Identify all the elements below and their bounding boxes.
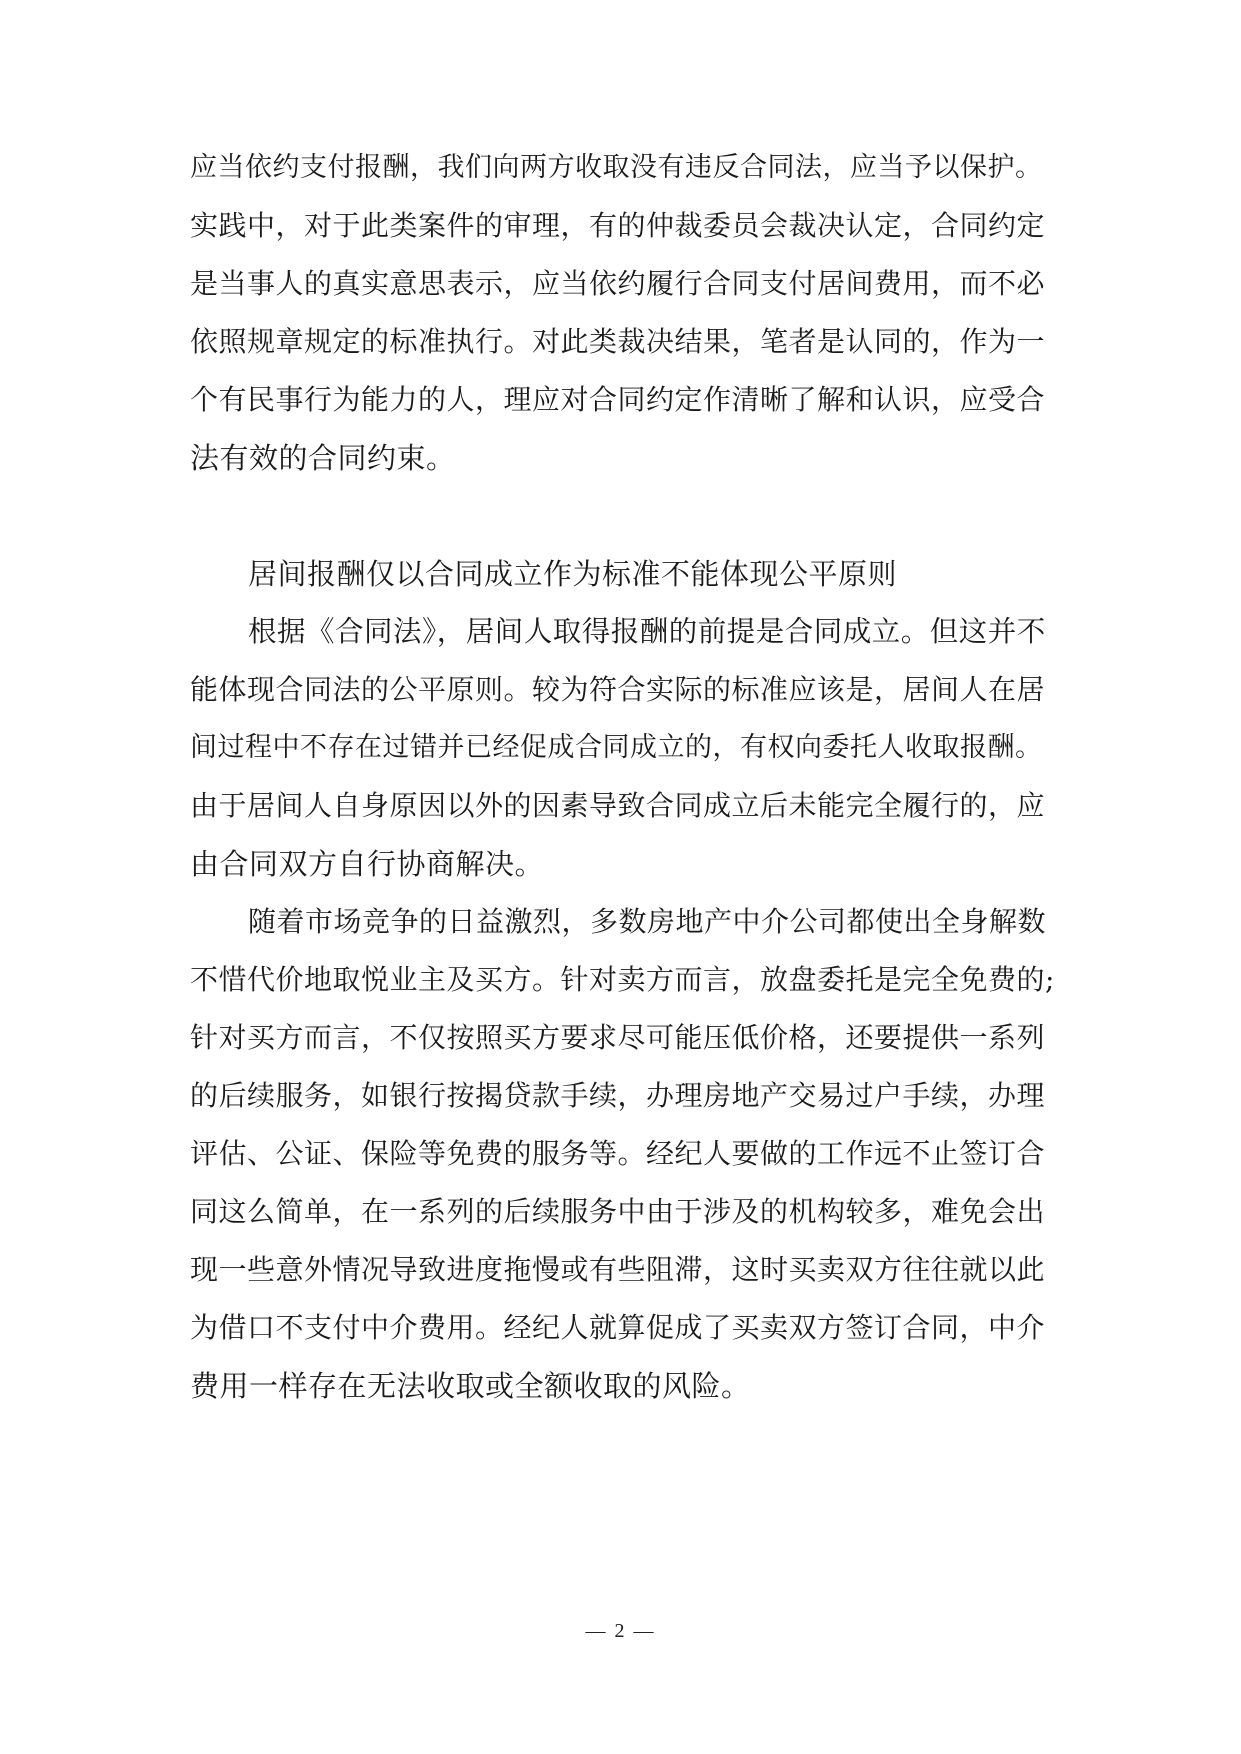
paragraph-1-line-4: 依照规章规定的标准执行。对此类裁决结果，笔者是认同的，作为一 (190, 325, 1046, 358)
paragraph-2-line-4: 由于居间人自身原因以外的因素导致合同成立后未能完全履行的，应 (190, 789, 1046, 822)
paragraph-3-line-8: 为借口不支付中介费用。经纪人就算促成了买卖双方签订合同，中介 (190, 1311, 1046, 1344)
paragraph-2-line-2: 能体现合同法的公平原则。较为符合实际的标准应该是，居间人在居 (190, 673, 1046, 706)
paragraph-2-line-1: 根据《合同法》，居间人取得报酬的前提是合同成立。但这并不 (248, 615, 1046, 648)
paragraph-3-line-7: 现一些意外情况导致进度拖慢或有些阻滞，这时买卖双方往往就以此 (190, 1253, 1046, 1286)
paragraph-1-line-1: 应当依约支付报酬，我们向两方收取没有违反合同法，应当予以保护。 (190, 152, 1043, 183)
paragraph-3-line-5: 评估、公证、保险等免费的服务等。经纪人要做的工作远不止签订合 (190, 1137, 1046, 1170)
paragraph-3-line-6: 同这么简单，在一系列的后续服务中由于涉及的机构较多，难免会出 (190, 1195, 1046, 1228)
paragraph-3-line-3: 针对买方而言，不仅按照买方要求尽可能压低价格，还要提供一系列 (190, 1021, 1046, 1054)
paragraph-2-line-5: 由合同双方自行协商解决。 (190, 847, 545, 881)
paragraph-1-line-2: 实践中，对于此类案件的审理，有的仲裁委员会裁决认定，合同约定 (190, 209, 1046, 242)
paragraph-1-line-3: 是当事人的真实意思表示，应当依约履行合同支付居间费用，而不必 (190, 267, 1046, 300)
paragraph-1-line-5: 个有民事行为能力的人，理应对合同约定作清晰了解和认识，应受合 (190, 383, 1046, 416)
paragraph-3-line-9: 费用一样存在无法收取或全额收取的风险。 (190, 1369, 751, 1403)
paragraph-2-line-3: 间过程中不存在过错并已经促成合同成立的，有权向委托人收取报酬。 (190, 732, 1043, 763)
section-heading: 居间报酬仅以合同成立作为标准不能体现公平原则 (248, 557, 898, 591)
paragraph-3-line-2: 不惜代价地取悦业主及买方。针对卖方而言，放盘委托是完全免费的; (190, 963, 1055, 996)
paragraph-1-line-6: 法有效的合同约束。 (190, 441, 456, 475)
page-number: — 2 — (585, 1620, 656, 1642)
paragraph-3-line-4: 的后续服务，如银行按揭贷款手续，办理房地产交易过户手续，办理 (190, 1079, 1046, 1112)
paragraph-3-line-1: 随着市场竞争的日益激烈，多数房地产中介公司都使出全身解数 (248, 905, 1047, 938)
